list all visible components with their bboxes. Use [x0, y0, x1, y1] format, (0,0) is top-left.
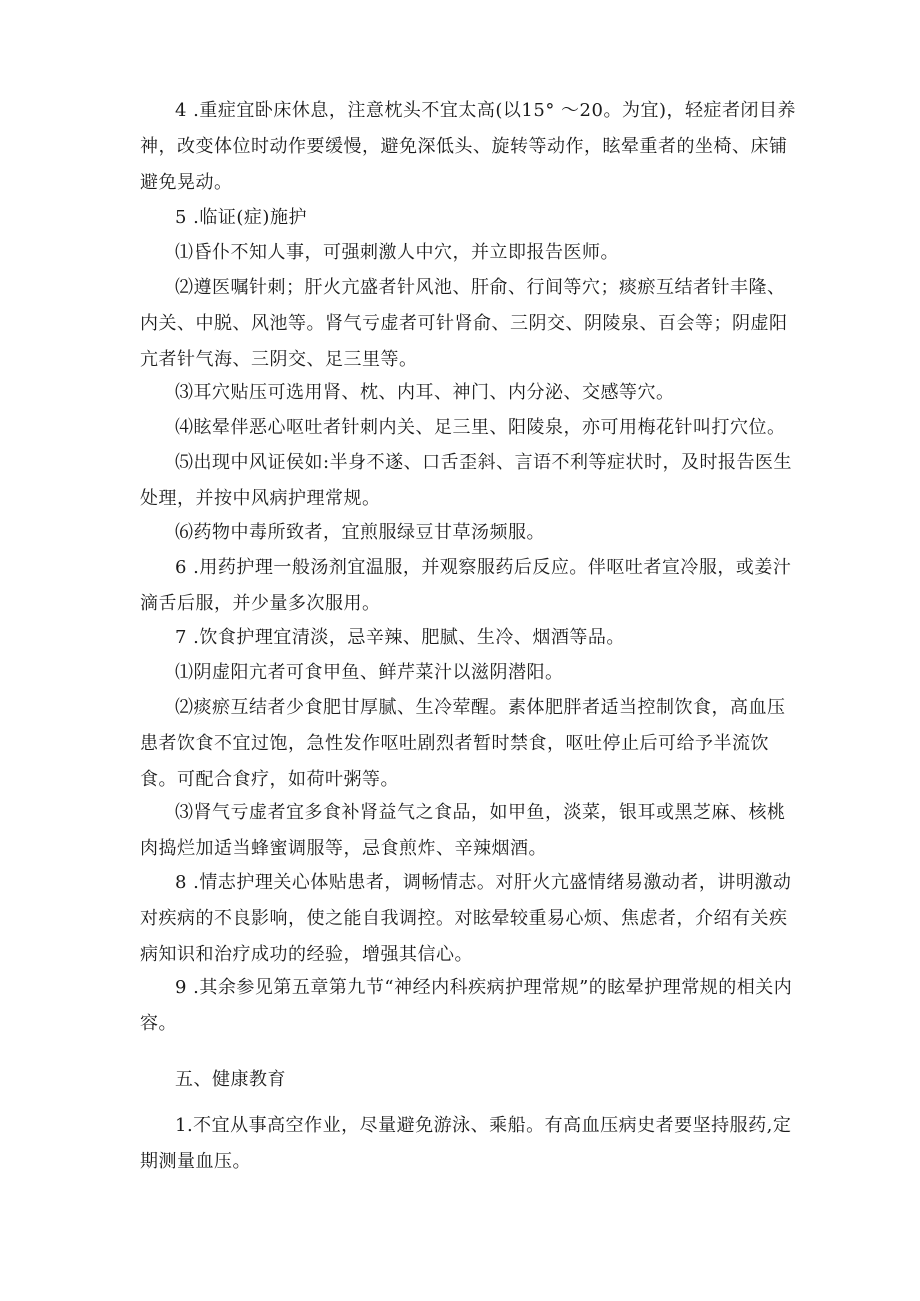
paragraph-item-9-reference: 9 .其余参见第五章第九节“神经内科疾病护理常规”的眩晕护理常规的相关内容。 — [140, 977, 793, 1034]
paragraph-sub-1-syncope: ⑴昏仆不知人事，可强刺激人中穴，并立即报告医师。 — [175, 242, 619, 263]
paragraph-item-7-diet: 7 .饮食护理宜清淡，忌辛辣、肥腻、生冷、烟酒等品。 — [175, 627, 625, 648]
section-heading-health-education: 五、健康教育 — [175, 1069, 286, 1090]
paragraph-item-6-medication: 6 .用药护理一般汤剂宜温服，并观察服药后反应。伴呕吐者宣冷服，或姜汁滴舌后服，并少量多次服用。 — [140, 557, 792, 614]
paragraph-sub-4-nausea: ⑷眩晕伴恶心呕吐者针刺内关、足三里、阳陵泉，亦可用梅花针叫打穴位。 — [175, 417, 786, 438]
paragraph-diet-sub-1: ⑴阴虚阳亢者可食甲鱼、鲜芹菜汁以滋阴潜阳。 — [175, 662, 564, 683]
paragraph-item-5-heading: 5 .临证(症)施护 — [175, 207, 307, 228]
paragraph-sub-5-stroke-signs: ⑸出现中风证侯如:半身不遂、口舌歪斜、言语不利等症状时，及时报告医生处理，并按中风病护理常规。 — [140, 452, 793, 509]
paragraph-sub-3-ear-points: ⑶耳穴贴压可选用肾、枕、内耳、神门、内分泌、交感等穴。 — [175, 382, 675, 403]
paragraph-education-1: 1.不宜从事高空作业，尽量避免游泳、乘船。有高血压病史者要坚持服药,定期测量血压。 — [140, 1115, 792, 1172]
paragraph-sub-2-acupuncture: ⑵遵医嘱针刺；肝火亢盛者针风池、肝俞、行间等穴；痰瘀互结者针丰隆、内关、中脱、风池等。肾气亏虚者可针肾俞、三阴交、阴陵泉、百会等；阴虚阳亢者针气海、三阴交、足三里等。 — [140, 277, 788, 370]
paragraph-sub-6-poisoning: ⑹药物中毒所致者，宜煎服绿豆甘草汤频服。 — [175, 522, 545, 543]
paragraph-item-8-emotion: 8 .情志护理关心体贴患者，调畅情志。对肝火亢盛情绪易激动者，讲明激动对疾病的不良影响，使之能自我调控。对眩晕较重易心烦、焦虑者，介绍有关疾病知识和治疗成功的经验，增强其信心。 — [140, 872, 792, 965]
paragraph-item-4-bed-rest: 4 .重症宜卧床休息，注意枕头不宜太高(以15° ～20。为宜)，轻症者闭目养神，改变体位时动作要缓慢，避免深低头、旋转等动作，眩晕重者的坐椅、床铺避免晃动。 — [140, 100, 796, 193]
paragraph-diet-sub-2: ⑵痰瘀互结者少食肥甘厚腻、生冷荤醒。素体肥胖者适当控制饮食，高血压患者饮食不宜过饱，急性发作呕吐剧烈者暂时禁食，呕吐停止后可给予半流饮食。可配合食疗，如荷叶粥等。 — [140, 697, 786, 790]
paragraph-diet-sub-3: ⑶肾气亏虚者宜多食补肾益气之食品，如甲鱼，淡菜，银耳或黑芝麻、核桃肉捣烂加适当蜂蜜调服等，忌食煎炸、辛辣烟酒。 — [140, 802, 786, 859]
